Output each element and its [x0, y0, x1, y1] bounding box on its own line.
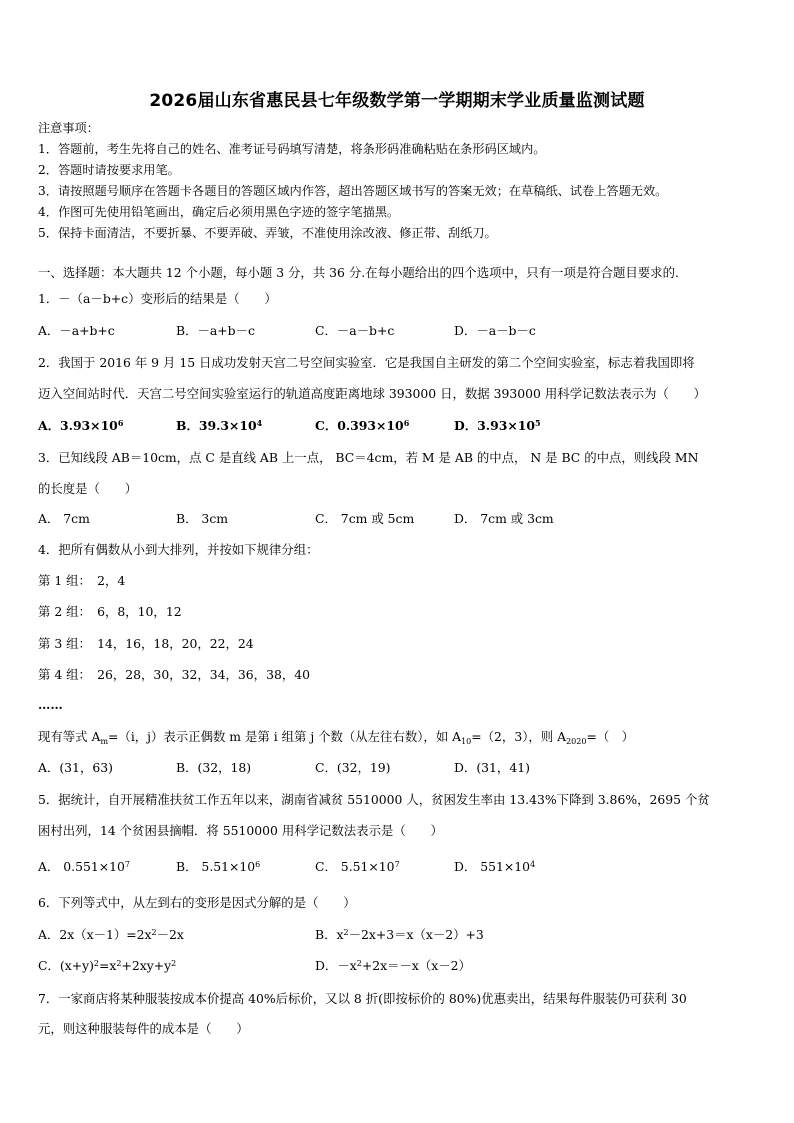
question-4-option-a: A．(31，63)	[38, 760, 113, 775]
question-4-stem: 4．把所有偶数从小到大排列，并按如下规律分组：	[38, 542, 319, 557]
question-4-ellipsis: ……	[38, 697, 63, 712]
question-2-option-c: C．$0.393\times 10^6$	[315, 418, 410, 433]
question-2-option-d: D．$3.93\times 10^5$	[454, 418, 541, 433]
question-2-option-a: A．$3.93\times 10^6$	[38, 418, 124, 433]
question-4-group-3: 第 3 组： 14，16，18，20，22，24	[38, 636, 254, 651]
question-6-option-b: B．$x^2-2x+3=x(x-2)+3$	[315, 927, 484, 942]
question-6-stem: 6．下列等式中，从左到右的变形是因式分解的是（ ）	[38, 895, 356, 910]
question-1-stem: 1．－（a－b+c）变形后的结果是（ ）	[38, 291, 277, 306]
question-5-option-b: B． $5.51\times 10^6$	[176, 859, 261, 874]
notice-heading: 注意事项：	[38, 121, 99, 135]
question-4-option-d: D．(31，41)	[454, 760, 530, 775]
question-1-option-b: B．－a+b－c	[176, 323, 255, 338]
notice-item-5: 5．保持卡面清洁，不要折暴、不要弄破、弄皱，不准使用涂改液、修正带、刮纸刀。	[38, 226, 497, 240]
question-3-option-b: B． 3cm	[176, 511, 229, 526]
question-6-option-c: C．$(x+y)^2=x^2+2xy+y^2$	[38, 958, 177, 973]
question-5-stem-line-2: 困村出列，14 个贫困县摘帽．将 5510000 用科学记数法表示是（ ）	[38, 823, 443, 838]
question-7-stem-line-1: 7．一家商店将某种服装按成本价提高 40%后标价，又以 8 折(即按标价的 80%)优惠卖出，结果每件服装仍可获利 30	[38, 991, 687, 1006]
question-1-option-c: C．－a－b+c	[315, 323, 395, 338]
notice-item-3: 3．请按照题号顺序在答题卡各题目的答题区域内作答，超出答题区域书写的答案无效；在草稿纸、试卷上答题无效。	[38, 184, 668, 198]
question-2-stem-line-1: 2．我国于 2016 年 9 月 15 日成功发射天宫二号空间实验室．它是我国自主研发的第二个空间实验室，标志着我国即将	[38, 355, 695, 370]
page-title: 2026届山东省惠民县七年级数学第一学期期末学业质量监测试题	[149, 91, 645, 111]
question-4-option-b: B．(32，18)	[176, 760, 252, 775]
notice-item-4: 4．作图可先使用铅笔画出，确定后必须用黑色字迹的签字笔描黑。	[38, 205, 400, 219]
question-6-option-a: A．$2x(x-1)=2x^2-2x$	[38, 927, 184, 942]
question-3-stem-line-1: 3．已知线段 AB＝10cm，点 C 是直线 AB 上一点， BC＝4cm，若 M 是 AB 的中点， N 是 BC 的中点，则线段 MN	[38, 450, 699, 465]
question-3-option-c: C． 7cm 或 5cm	[315, 511, 415, 526]
question-4-option-c: C．(32，19)	[315, 760, 391, 775]
question-2-stem-line-2: 迈入空间站时代．天宫二号空间实验室运行的轨道高度距离地球 393000 日，数据 393000 用科学记数法表示为（ ）	[38, 386, 706, 401]
question-5-option-d: D． $551\times 10^4$	[454, 859, 536, 874]
question-4-rule: 现有等式 $A_m=(i$，j）表示正偶数 m 是第 i 组第 j 个数（从左往右数），如 $A_{10}=(2$，3），则 $A_{2020}=$（ ）	[38, 729, 634, 746]
question-7-stem-line-2: 元，则这种服装每件的成本是（ ）	[38, 1021, 249, 1036]
notice-item-2: 2．答题时请按要求用笔。	[38, 163, 180, 177]
question-4-group-2: 第 2 组： 6，8，10，12	[38, 604, 182, 619]
question-3-stem-line-2: 的长度是（ ）	[38, 481, 138, 496]
question-3-option-d: D． 7cm 或 3cm	[454, 511, 554, 526]
question-5-stem-line-1: 5．据统计，自开展精准扶贫工作五年以来，湖南省减贫 5510000 人，贫困发生率由 13.43%下降到 3.86%，2695 个贫	[38, 792, 710, 807]
section-heading: 一、选择题：本大题共 12 个小题，每小题 3 分，共 36 分.在每小题给出的四个选项中，只有一项是符合题目要求的.	[38, 265, 679, 280]
question-6-option-d: D．$-x^2+2x=-x(x-2)$	[315, 958, 471, 973]
question-3-option-a: A． 7cm	[38, 511, 90, 526]
question-4-group-4: 第 4 组： 26，28，30，32，34，36，38，40	[38, 667, 310, 682]
question-2-option-b: B．$39.3\times 10^4$	[176, 418, 263, 433]
question-4-group-1: 第 1 组： 2，4	[38, 573, 126, 588]
question-1-option-d: D．－a－b－c	[454, 323, 536, 338]
question-1-option-a: A．－a+b+c	[38, 323, 115, 338]
question-5-option-a: A． $0.551\times 10^7$	[38, 859, 130, 874]
notice-item-1: 1．答题前，考生先将自己的姓名、准考证号码填写清楚，将条形码准确粘贴在条形码区域内。	[38, 142, 546, 156]
question-5-option-c: C． $5.51\times 10^7$	[315, 859, 400, 874]
